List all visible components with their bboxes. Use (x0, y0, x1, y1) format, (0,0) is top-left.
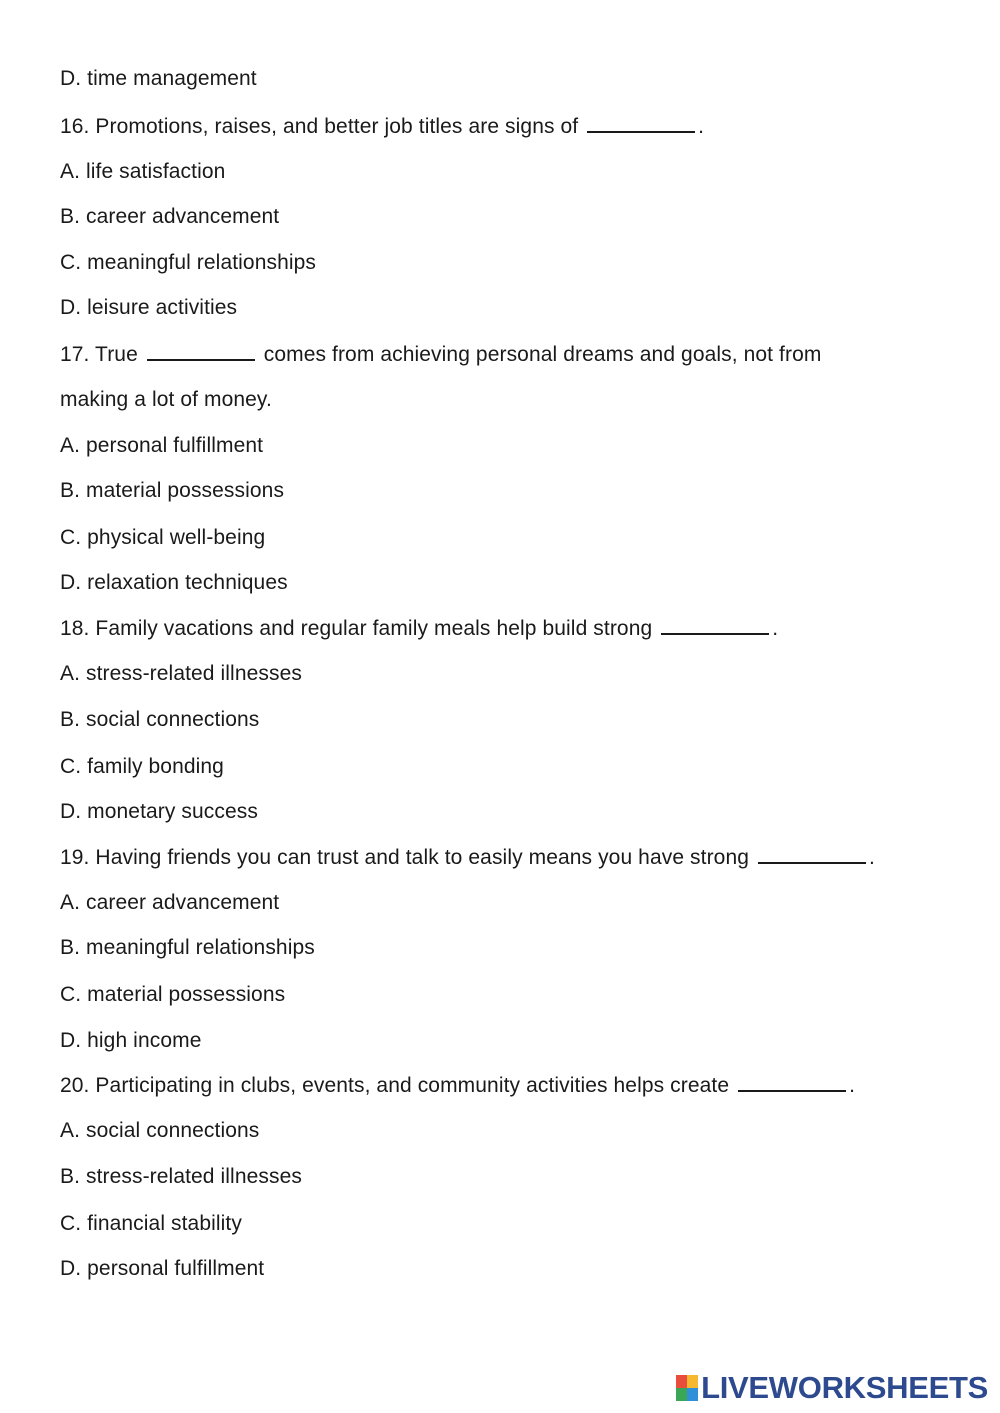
question-18-end: . (772, 617, 779, 640)
question-20-end: . (849, 1074, 856, 1097)
logo-mark-green (676, 1388, 687, 1401)
question-17 (60, 341, 821, 369)
option-17c: C. physical well-being (60, 526, 266, 549)
answer-blank-18[interactable] (661, 615, 769, 635)
option-16b: B. career advancement (60, 205, 280, 228)
option-16d: D. leisure activities (60, 296, 238, 319)
option-16a: A. life satisfaction (60, 160, 226, 183)
option-19c: C. material possessions (60, 983, 286, 1006)
answer-blank-20[interactable] (738, 1072, 846, 1092)
option-17a: A. personal fulfillment (60, 434, 264, 457)
option-19a: A. career advancement (60, 891, 280, 914)
question-17-rest: comes from achieving personal dreams and goals, not from (263, 343, 822, 366)
option-20d: D. personal fulfillment (60, 1257, 265, 1280)
option-18a: A. stress-related illnesses (60, 662, 302, 685)
logo-mark-blue (687, 1388, 698, 1401)
logo-text: LIVEWORKSHEETS (701, 1370, 988, 1405)
option-20b: B. stress-related illnesses (60, 1165, 302, 1188)
question-18 (60, 615, 778, 643)
question-16 (60, 113, 704, 141)
liveworksheets-logo (676, 1370, 988, 1405)
answer-blank-17[interactable] (147, 341, 255, 361)
answer-blank-16[interactable] (587, 113, 695, 133)
question-18-text: 18. Family vacations and regular family meals help build strong (60, 617, 653, 640)
question-20-text: 20. Participating in clubs, events, and community activities helps create (60, 1074, 730, 1097)
option-20c: C. financial stability (60, 1212, 242, 1235)
option-20a: A. social connections (60, 1119, 260, 1142)
question-20 (60, 1072, 855, 1100)
option-18b: B. social connections (60, 708, 260, 731)
logo-mark-red (676, 1375, 687, 1388)
option-19b: B. meaningful relationships (60, 936, 315, 959)
option-15d: D. time management (60, 67, 257, 90)
question-19 (60, 844, 875, 872)
option-18d: D. monetary success (60, 800, 258, 823)
logo-mark-yellow (687, 1375, 698, 1388)
question-16-end: . (698, 115, 705, 138)
question-17-continued: making a lot of money. (60, 388, 272, 411)
question-16-text: 16. Promotions, raises, and better job titles are signs of (60, 115, 579, 138)
option-18c: C. family bonding (60, 755, 224, 778)
option-19d: D. high income (60, 1029, 202, 1052)
question-17-text: 17. True (60, 343, 138, 366)
question-19-end: . (868, 846, 875, 869)
option-16c: C. meaningful relationships (60, 251, 317, 274)
question-19-text: 19. Having friends you can trust and talk to easily means you have strong (60, 846, 750, 869)
option-17b: B. material possessions (60, 479, 285, 502)
liveworksheets-logo-icon (676, 1375, 698, 1401)
answer-blank-19[interactable] (758, 844, 866, 864)
option-17d: D. relaxation techniques (60, 571, 288, 594)
